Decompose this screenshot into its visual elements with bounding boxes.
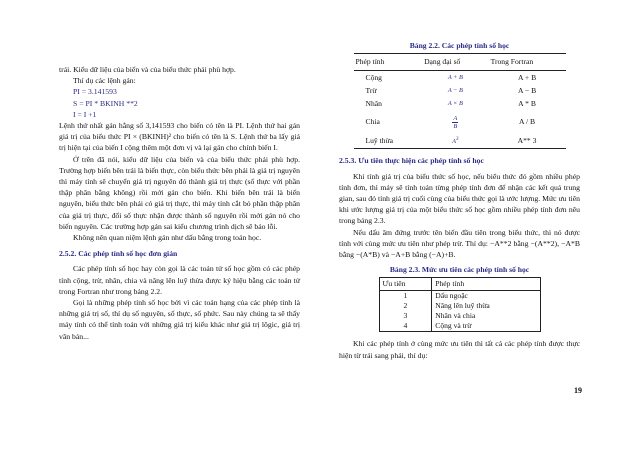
paragraph: Nếu dấu âm đứng trước tên biến đầu tiên trong biểu thức, thì nó được tính với cùng mức ưu tiên như phép trừ. Thí dụ: −A**2 bằng −(A**2), −A*B bằng −(A*B) và −A+B bằng (−A)+B. (339, 227, 580, 259)
table-cell: 4 (379, 321, 432, 332)
code-line: S = PI * BKINH **2 (73, 98, 138, 108)
table-cell (422, 134, 489, 149)
paragraph: Gọi là những phép tính số học bởi vì các toán hạng của các phép tính là những giá trị số, thí dụ số nguyên, số thực, số phức. Sau này chúng ta sẽ thấy máy tính có thể tính toán với những giá trị kiểu khác như giá trị lôgic, giá trị văn bản... (59, 298, 300, 341)
table-header: Phép tính (432, 278, 540, 291)
power-base: A (452, 138, 457, 146)
table-cell: Nhân và chia (432, 311, 540, 321)
table-cell: A − B (517, 85, 537, 95)
paragraph: Các phép tính số học hay còn gọi là các toán tử số học gồm có các phép tính cộng, trừ, nhân, chia và nâng lên luỹ thừa được ký hiệu bằng các toán tử trong Fortran như trong bảng 2.2. (59, 264, 300, 296)
table-cell: A − B (447, 86, 463, 94)
table-cell: 1 (379, 291, 432, 302)
table-row (379, 321, 540, 332)
power-exponent: 3 (456, 137, 459, 143)
paragraph: trái. Kiểu dữ liệu của biến và của biểu thức phải phù hợp. (59, 65, 236, 74)
arithmetic-operations-table (354, 53, 566, 149)
left-column (59, 64, 300, 342)
table-header: Dạng đại số (422, 54, 489, 71)
table-row (354, 84, 566, 97)
paragraph: Thí dụ các lệnh gán: (73, 76, 136, 86)
table-row (354, 97, 566, 110)
table-cell: A + B (447, 73, 463, 81)
table-row (379, 291, 540, 302)
table-cell: 2 (379, 301, 432, 311)
table-header: Ưu tiên (379, 278, 432, 291)
table-cell: Chia (365, 117, 380, 127)
table-cell: Trừ (365, 85, 377, 95)
table-cell: A × B (447, 99, 463, 107)
code-line: PI = 3.141593 (73, 87, 117, 97)
table-cell: 3 (379, 311, 432, 321)
fraction (452, 115, 458, 130)
code-line: I = I +1 (73, 109, 97, 119)
operator-priority-table (379, 277, 541, 332)
table-cell: A** 3 (489, 134, 566, 149)
paragraph: Lệnh thứ nhất gán hằng số 3,141593 cho biến có tên là PI. Lệnh thứ hai gán giá trị của biểu thức PI × (BKINH)² cho biến có tên là S. Lệnh thứ ba lấy giá trị hiện tại của biến I cộng thêm một đơn vị và lại gán cho chính biến I. (59, 121, 300, 153)
paragraph: Khi tính giá trị của biểu thức số học, nếu biểu thức đó gồm nhiều phép tính đơn, thì máy sẽ tính toán từng phép tính đơn để nhận các kết quả trung gian, sau đó tính giá trị cuối cùng của biểu thức gọi là ước lượng. Mức ưu tiên khi ước lượng giá trị của một biểu thức số học gồm nhiều phép tính đơn nêu trong bảng 2.3. (339, 171, 580, 226)
table-row (379, 311, 540, 321)
page-number: 19 (574, 386, 582, 395)
table-cell: Luỹ thừa (354, 134, 423, 149)
table-row (354, 134, 566, 149)
section-heading: 2.5.2. Các phép tính số học đơn giản (59, 249, 178, 259)
fraction-denominator: B (453, 122, 458, 130)
table-cell: A + B (517, 72, 537, 82)
table-cell: Nâng lên luỹ thừa (432, 301, 540, 311)
table-cell: Cộng (365, 72, 382, 82)
table-cell: A / B (519, 117, 536, 127)
table-header: Phép tính (354, 54, 423, 71)
paragraph: Khi các phép tính ở cùng mức ưu tiên thì tất cả các phép tính được thực hiện từ trái sang phải, thí dụ: (339, 339, 580, 360)
table-header: Trong Fortran (489, 54, 566, 71)
table-row (354, 71, 566, 85)
table-cell: A * B (518, 98, 536, 108)
table-row (354, 110, 566, 134)
section-heading: 2.5.3. Ưu tiên thực hiện các phép tính số học (339, 156, 484, 166)
paragraph: Ở trên đã nói, kiểu dữ liệu của biến và của biểu thức phải phù hợp. Trường hợp biến bên trái là biến thực, còn biểu thức bên phải là giá trị nguyên thì máy tính sẽ chuyển giá trị nguyên đó thành giá trị thực (số thực với phần thập phân bằng không) rồi mới gán cho biến. Khi biến bên trái là biến nguyên, biểu thức bên phải có giá trị thực, thì máy tính cắt bỏ phần thập phân của giá trị thực, đổi số thực nhận được thành số nguyên rồi mới gán nó cho biến nguyên. Các trường hợp gán sai kiểu chương trình dịch sẽ báo lỗi. (59, 154, 300, 231)
fraction-numerator: A (453, 114, 458, 122)
table-cell: Dấu ngoặc (432, 291, 540, 302)
table-row (379, 301, 540, 311)
table-caption: Bảng 2.3. Mức ưu tiên các phép tính số học (389, 265, 530, 275)
table-cell: Nhân (365, 98, 382, 108)
table-cell (422, 110, 489, 134)
table-caption: Bảng 2.2. Các phép tính số học (409, 41, 510, 50)
paragraph: Không nên quan niệm lệnh gán như dấu bằng trong toán học. (73, 233, 262, 243)
right-column (339, 40, 580, 361)
table-cell: Cộng và trừ (432, 321, 540, 332)
